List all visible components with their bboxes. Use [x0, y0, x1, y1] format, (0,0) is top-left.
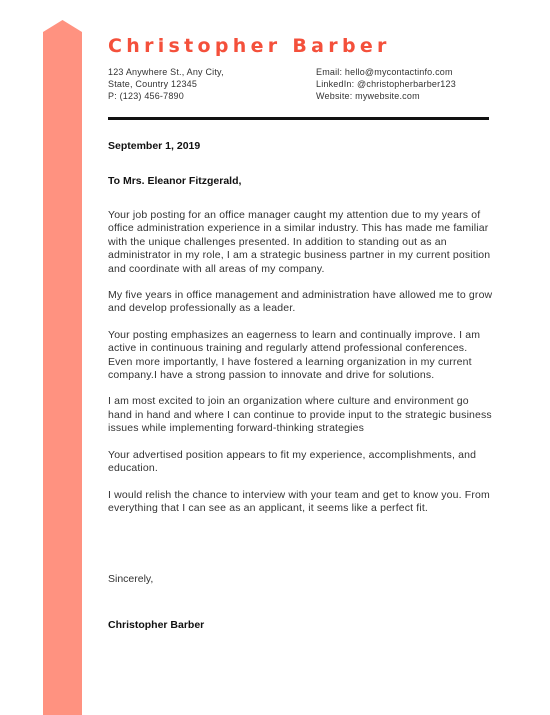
website-line: Website: mywebsite.com — [316, 91, 420, 101]
sender-name: Christopher Barber — [108, 35, 391, 57]
body-paragraph: Your job posting for an office manager caught my attention due to my years of office administration experience in a similar industry. This has made me familiar with the unique challenges presented. In addition to standing out as an administrator in my role, I am a strategic business partner in my current position and coordinate with all areas of my company. — [108, 209, 491, 275]
closing: Sincerely, — [108, 573, 154, 585]
contact-block — [316, 66, 456, 102]
body-paragraph: Your posting emphasizes an eagerness to learn and continually improve. I am active in continuous training and regularly attend professional conferences. Even more importantly, I have fostered a learning organization in my current company.I have a strong passion to innovate and drive for solutions. — [108, 328, 481, 382]
body-paragraph: My five years in office management and administration have allowed me to grow and develop professionally as a leader. — [108, 289, 493, 315]
letter-date: September 1, 2019 — [108, 140, 201, 152]
phone-line: P: (123) 456-7890 — [108, 91, 184, 101]
body-paragraph: Your advertised position appears to fit my experience, accomplishments, and education. — [108, 448, 477, 475]
header-divider — [108, 117, 489, 120]
accent-bar — [43, 20, 82, 715]
signature: Christopher Barber — [108, 619, 205, 631]
salutation: To Mrs. Eleanor Fitzgerald, — [108, 175, 242, 187]
body-paragraph: I am most excited to join an organization where culture and environment go hand in hand and where I can continue to provide input to the strategic business issues while implementing forward-thinking strategies — [108, 395, 492, 435]
address-line: State, Country 12345 — [108, 79, 198, 89]
letter-body — [108, 209, 493, 528]
linkedin-line: LinkedIn: @christopherbarber123 — [316, 79, 456, 89]
address-line: 123 Anywhere St., Any City, — [108, 67, 224, 77]
address-block — [108, 66, 224, 102]
email-line: Email: hello@mycontactinfo.com — [316, 67, 453, 77]
accent-bar-arrow — [43, 18, 82, 32]
body-paragraph: I would relish the chance to interview with your team and get to know you. From everything that I can see as an applicant, it seems like a perfect fit. — [108, 488, 490, 514]
